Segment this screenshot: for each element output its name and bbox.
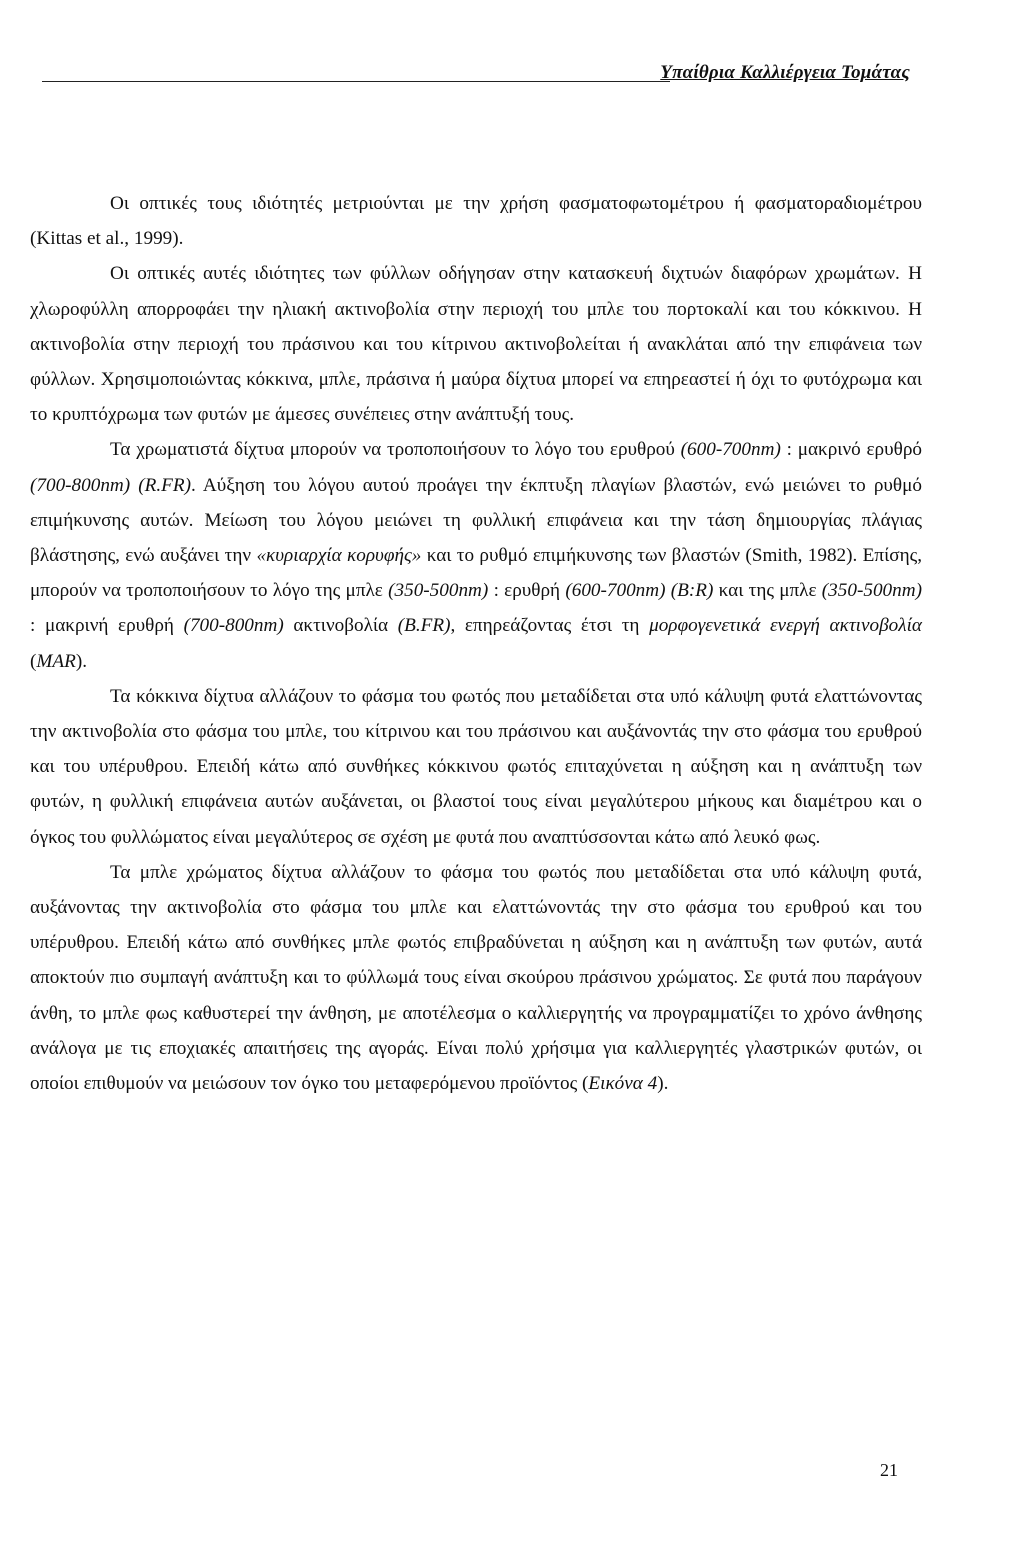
paragraph-text: : μακρινή ερυθρή bbox=[30, 615, 184, 637]
paragraph-text: (700-800nm) bbox=[183, 615, 284, 637]
paragraph-text: και της μπλε bbox=[713, 580, 822, 602]
paragraph-text: μορφογενετικά ενεργή ακτινοβολία bbox=[649, 615, 922, 637]
paragraph-text: ( bbox=[30, 650, 37, 672]
page-number: 21 bbox=[880, 1460, 898, 1480]
body-text bbox=[30, 186, 923, 1101]
header-rule bbox=[42, 81, 670, 82]
paragraph-text: Οι οπτικές αυτές ιδιότητες των φύλλων οδήγησαν στην κατασκευή διχτυών διαφόρων χρωμάτων. Η χλωροφύλλη απορροφάει την ηλιακή ακτινοβολία στην περιοχή του μπλε του πορτοκαλί και του κόκκινου. Η ακτινοβολία στην περιοχή του πράσινου και του κίτρινου ακτινοβολείται ή ανακλάται από την επιφάνεια των φύλλων. Χρησιμοποιώντας κόκκινα, μπλε, πράσινα ή μαύρα δίχτυα μπορεί να επηρεαστεί ή όχι το φυτόχρωμα και το κρυπτόχρωμα των φυτών με άμεσες συνέπειες στην ανάπτυξή τους. bbox=[30, 263, 922, 426]
paragraph-text: Οι οπτικές τους ιδιότητές μετριούνται με την χρήση φασματοφωτομέτρου ή φασματοραδιομέτρου (Kittas et al., 1999). bbox=[30, 193, 922, 250]
paragraph-text: Τα κόκκινα δίχτυα αλλάζουν το φάσμα του φωτός που μεταδίδεται στα υπό κάλυψη φυτά ελαττώνοντας την ακτινοβολία στο φάσμα του μπλε, του κίτρινου και του πράσινου και αυξάνοντάς την στο φάσμα του ερυθρού και του υπέρυθρου. Επειδή κάτω από συνθήκες κόκκινου φωτός επιταχύνεται η αύξηση και η ανάπτυξη των φυτών, η φυλλική επιφάνεια αυτών αυξάνεται, οι βλαστοί τους είναι μεγαλύτερου μήκους και διαμέτρου και ο όγκος του φυλλώματος είναι μεγαλύτερος σε σχέση με φυτά που αναπτύσσονται κάτω από λευκό φως. bbox=[30, 685, 922, 848]
paragraph-text: «κυριαρχία κορυφής» bbox=[256, 545, 422, 567]
paragraph-text: : μακρινό ερυθρό bbox=[780, 439, 922, 461]
paragraph-text: MAR bbox=[36, 650, 76, 672]
paragraph-text: Εικόνα 4 bbox=[588, 1073, 658, 1095]
paragraph-text: (B.FR) bbox=[397, 615, 451, 637]
paragraph-text: και το ρυθμό επιμήκυνσης των βλαστών (Smith, 1982). Επίσης, μπορούν να τροποποιήσουν το λόγο της μπλε bbox=[30, 545, 923, 602]
paragraph bbox=[30, 855, 922, 1101]
paragraph bbox=[30, 679, 922, 855]
paragraph-text: (600-700nm) bbox=[680, 439, 781, 461]
paragraph-text: : ερυθρή bbox=[488, 580, 566, 602]
paragraph-text: (350-500nm) bbox=[821, 580, 922, 602]
paragraph-text: ). bbox=[657, 1073, 669, 1095]
paragraph bbox=[30, 186, 922, 256]
paragraph-text: . Αύξηση του λόγου αυτού προάγει την έκπτυξη πλαγίων βλαστών, ενώ μειώνει το ρυθμό επιμήκυνσης αυτών. Μείωση του λόγου μειώνει τη φυλλική επιφάνεια και την τάση δημιουργίας πλάγιας βλάστησης, ενώ αυξάνει την bbox=[30, 474, 923, 567]
paragraph-text: (350-500nm) bbox=[388, 580, 489, 602]
paragraph-text: (700-800nm) (R.FR) bbox=[30, 474, 192, 496]
paragraph-text: ακτινοβολία bbox=[283, 615, 398, 637]
paragraph-text: ). bbox=[75, 650, 88, 672]
paragraph-text: Τα χρωματιστά δίχτυα μπορούν να τροποποιήσουν το λόγο του ερυθρού bbox=[110, 439, 681, 461]
paragraph bbox=[30, 432, 922, 678]
running-header: Υπαίθρια Καλλιέργεια Τομάτας bbox=[660, 62, 910, 83]
paragraph-text: , επηρεάζοντας έτσι τη bbox=[450, 615, 650, 637]
paragraph-text: Τα μπλε χρώματος δίχτυα αλλάζουν το φάσμα του φωτός που μεταδίδεται στα υπό κάλυψη φυτά, αυξάνοντας την ακτινοβολία στο φάσμα του μπλε και ελαττώνοντάς την στο φάσμα του ερυθρού και του υπέρυθρου. Επειδή κάτω από συνθήκες μπλε φωτός επιβραδύνεται η αύξηση και η ανάπτυξη των φυτών, αυτά αποκτούν πιο συμπαγή ανάπτυξη και το φύλλωμά τους είναι σκούρου πράσινου χρώματος. Σε φυτά που παράγουν άνθη, το μπλε φως καθυστερεί την άνθηση, με αποτέλεσμα ο καλλιεργητής να προγραμματίζει το χρόνο άνθησης ανάλογα με τις εποχιακές απαιτήσεις της αγοράς. Είναι πολύ χρήσιμα για καλλιεργητές γλαστρικών φυτών, οι οποίοι επιθυμούν να μειώσουν τον όγκο του μεταφερόμενου προϊόντος ( bbox=[30, 861, 922, 1095]
paragraph-text: (600-700nm) (B:R) bbox=[565, 580, 714, 602]
paragraph bbox=[30, 256, 922, 432]
